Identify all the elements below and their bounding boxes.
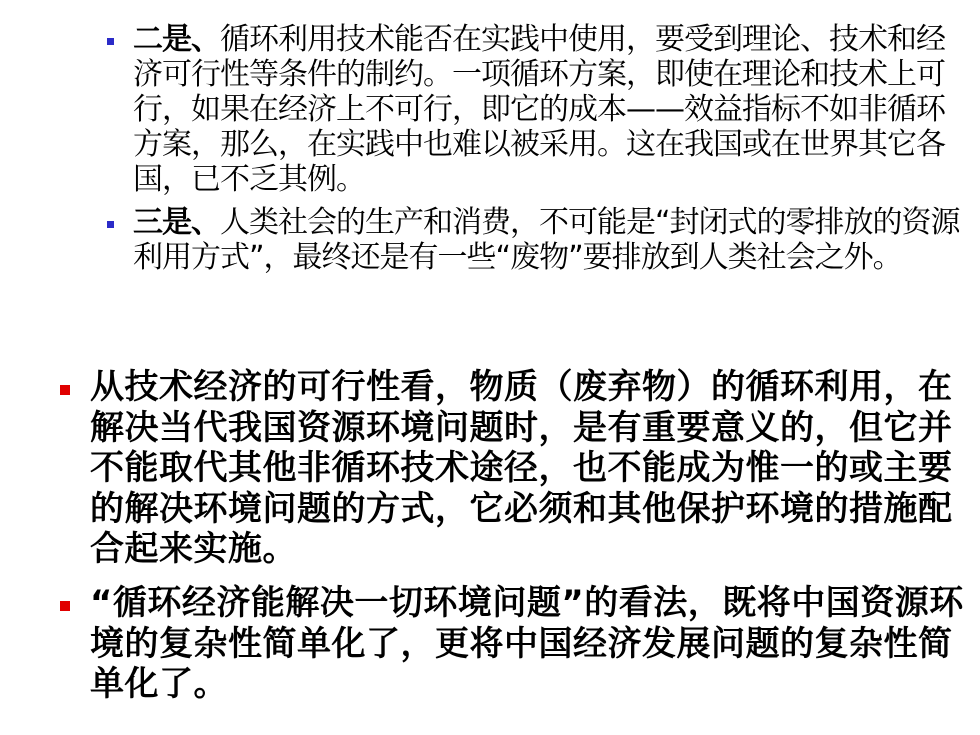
square-bullet-icon [60, 385, 70, 395]
sub-point-body: 循环利用技术能否在实践中使用，要受到理论、技术和经济可行性等条件的制约。一项循环方案，即使在理论和技术上可行，如果在经济上不可行，即它的成本——效益指标不如非循环方案，那么，在实践中也难以被采用。这在我国或在世界其它各国，已不乏其例。 [133, 22, 945, 197]
square-bullet-icon [60, 601, 70, 611]
sub-point-2 [107, 22, 972, 197]
main-point-text: “循环经济能解决一切环境问题”的看法，既将中国资源环境的复杂性简单化了，更将中国经济发展问题的复杂性简单化了。 [90, 583, 964, 704]
main-point-2 [60, 583, 965, 705]
main-point-1 [60, 367, 965, 570]
main-point-text: 从技术经济的可行性看，物质（废弃物）的循环利用，在解决当代我国资源环境问题时，是有重要意义的，但它并不能取代其他非循环技术途径，也不能成为惟一的或主要的解决环境问题的方式，它必须和其他保护环境的措施配合起来实施。 [90, 367, 953, 569]
sub-point-body: 人类社会的生产和消费，不可能是“封闭式的零排放的资源利用方式”，最终还是有一些“废物”要排放到人类社会之外。 [133, 205, 960, 275]
square-bullet-icon [107, 38, 114, 45]
sub-point-text [133, 22, 972, 197]
sub-point-text [133, 205, 972, 275]
sub-point-lead: 三是、 [133, 205, 220, 240]
sub-point-3 [107, 205, 972, 275]
square-bullet-icon [107, 221, 114, 228]
sub-point-lead: 二是、 [133, 22, 220, 57]
